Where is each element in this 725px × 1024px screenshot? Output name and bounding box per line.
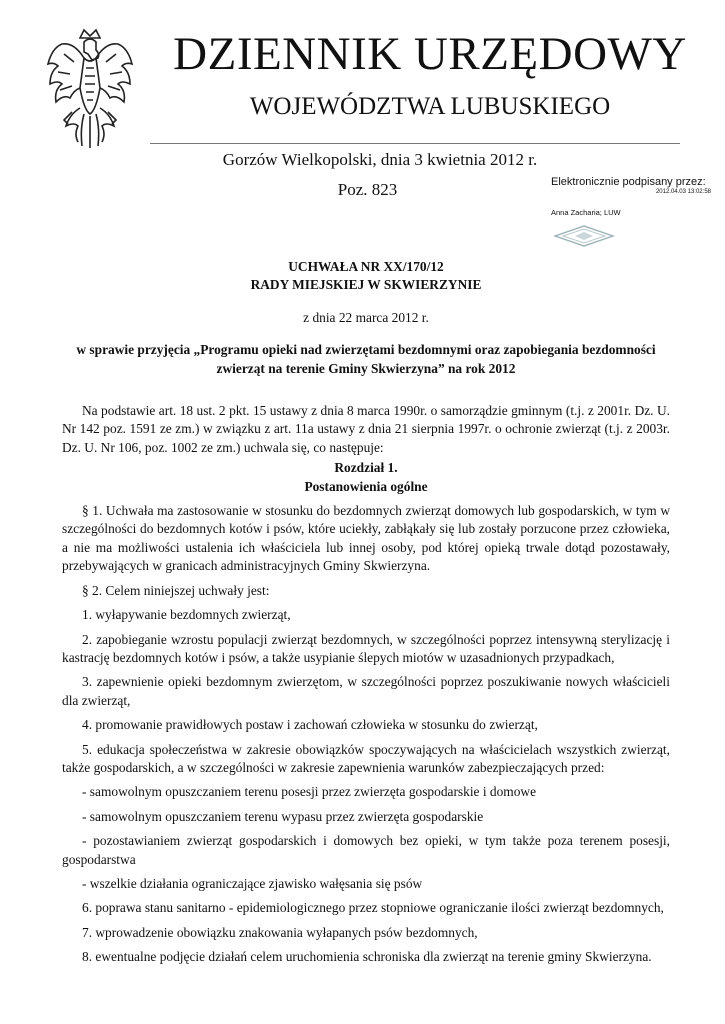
sub-list-item: - samowolnym opuszczaniem terenu wypasu przez zwierzęta gospodarskie [82,808,484,824]
list-item: 7. wprowadzenie obowiązku znakowania wyłapanych psów bezdomnych, [82,924,478,940]
council-heading: RADY MIEJSKIEJ W SKWIERZYNIE [250,277,482,293]
sub-list-item: - wszelkie działania ograniczające zjawisko wałęsania się psów [82,875,423,891]
electronic-signature-block [551,176,711,247]
preamble: Na podstawie art. 18 ust. 2 pkt. 15 ustawy z dnia 8 marca 1990r. o samorządzie gminnym (t.j. z 2001r. Dz. U. Nr 142 poz. 1591 ze zm.) w związku z art. 11a ustawy z dnia 21 sierpnia 1997r. o ochronie zwierząt (t.j. z 2003r. Dz. U. Nr 106, poz. 1002 ze zm.) uchwala się, co następuje: [62,403,670,455]
paragraph-2: § 2. Celem niniejszej uchwały jest: [82,582,270,598]
list-item: 6. poprawa stanu sanitarno - epidemiologicznego przez stopniowe ograniczanie ilości zwierząt bezdomnych, [82,900,664,916]
list-item: 1. wyłapywanie bezdomnych zwierząt, [82,607,291,623]
signature-timestamp: 2012.04.03 13:02:58 [655,189,711,195]
list-item: 2. zapobieganie wzrostu populacji zwierząt bezdomnych, w szczególności poprzez intensywną sterylizację i kastrację bezdomnych kotów i psów, a także usypianie ślepych miotów w uzasadnionych przypadkach, [62,631,670,665]
list-item: 5. edukacja społeczeństwa w zakresie obowiązków spoczywających na właścicielach wszystkich zwierząt, także gospodarskich, a w szczególności w zakresie zapewnienia warunków zabezpieczających przed: [62,741,670,775]
signature-stamp-icon [553,225,615,247]
journal-title: DZIENNIK URZĘDOWY [173,28,687,80]
issue-dateline: Gorzów Wielkopolski, dnia 3 kwietnia 2012 r. [222,150,538,169]
resolution-date: z dnia 22 marca 2012 r. [303,309,429,325]
list-item: 8. ewentualne podjęcie działań celem uruchomienia schroniska dla zwierząt na terenie gminy Skwierzyna. [82,949,652,965]
paragraph-1: § 1. Uchwała ma zastosowanie w stosunku do bezdomnych zwierząt domowych lub gospodarskich, w tym w szczególności do bezdomnych kotów i psów, które uciekły, zabłąkały się lub zostały porzucone przez człowieka, a nie ma możliwości ustalenia ich właściciela lub innej osoby, pod której opieką trwale dotąd pozostawały, przebywających w granicach administracyjnych Gminy Skwierzyna. [62,503,670,574]
resolution-heading: UCHWAŁA NR XX/170/12 [288,259,444,274]
sub-list-item: - samowolnym opuszczaniem terenu posesji przez zwierzęta gospodarskie i domowe [82,784,537,800]
journal-subtitle: WOJEWÓDZTWA LUBUSKIEGO [249,93,611,120]
list-item: 4. promowanie prawidłowych postaw i zachowań człowieka w stosunku do zwierząt, [82,717,538,733]
subject-line-2: zwierząt na terenie Gminy Skwierzyna” na rok 2012 [216,360,516,376]
position-number: Poz. 823 [337,180,398,199]
sub-list-item: - pozostawianiem zwierząt gospodarskich i domowych bez opieki, w tym także poza terenem posesji, gospodarstwa [62,833,670,867]
chapter-number: Rozdział 1. [334,460,398,476]
list-item: 3. zapewnienie opieki bezdomnym zwierzętom, w szczególności poprzez poszukiwanie nowych właścicieli dla zwierząt, [62,674,670,708]
signature-signer: Anna Zacharia; LUW [551,208,621,217]
subject-line-1: w sprawie przyjęcia „Programu opieki nad zwierzętami bezdomnymi oraz zapobiegania bezdomności [76,342,656,358]
signature-label: Elektronicznie podpisany przez: [551,176,706,188]
resolution-document [62,258,670,967]
header-divider [150,143,680,144]
chapter-title: Postanowienia ogólne [304,478,428,494]
eagle-emblem-icon [44,28,136,150]
